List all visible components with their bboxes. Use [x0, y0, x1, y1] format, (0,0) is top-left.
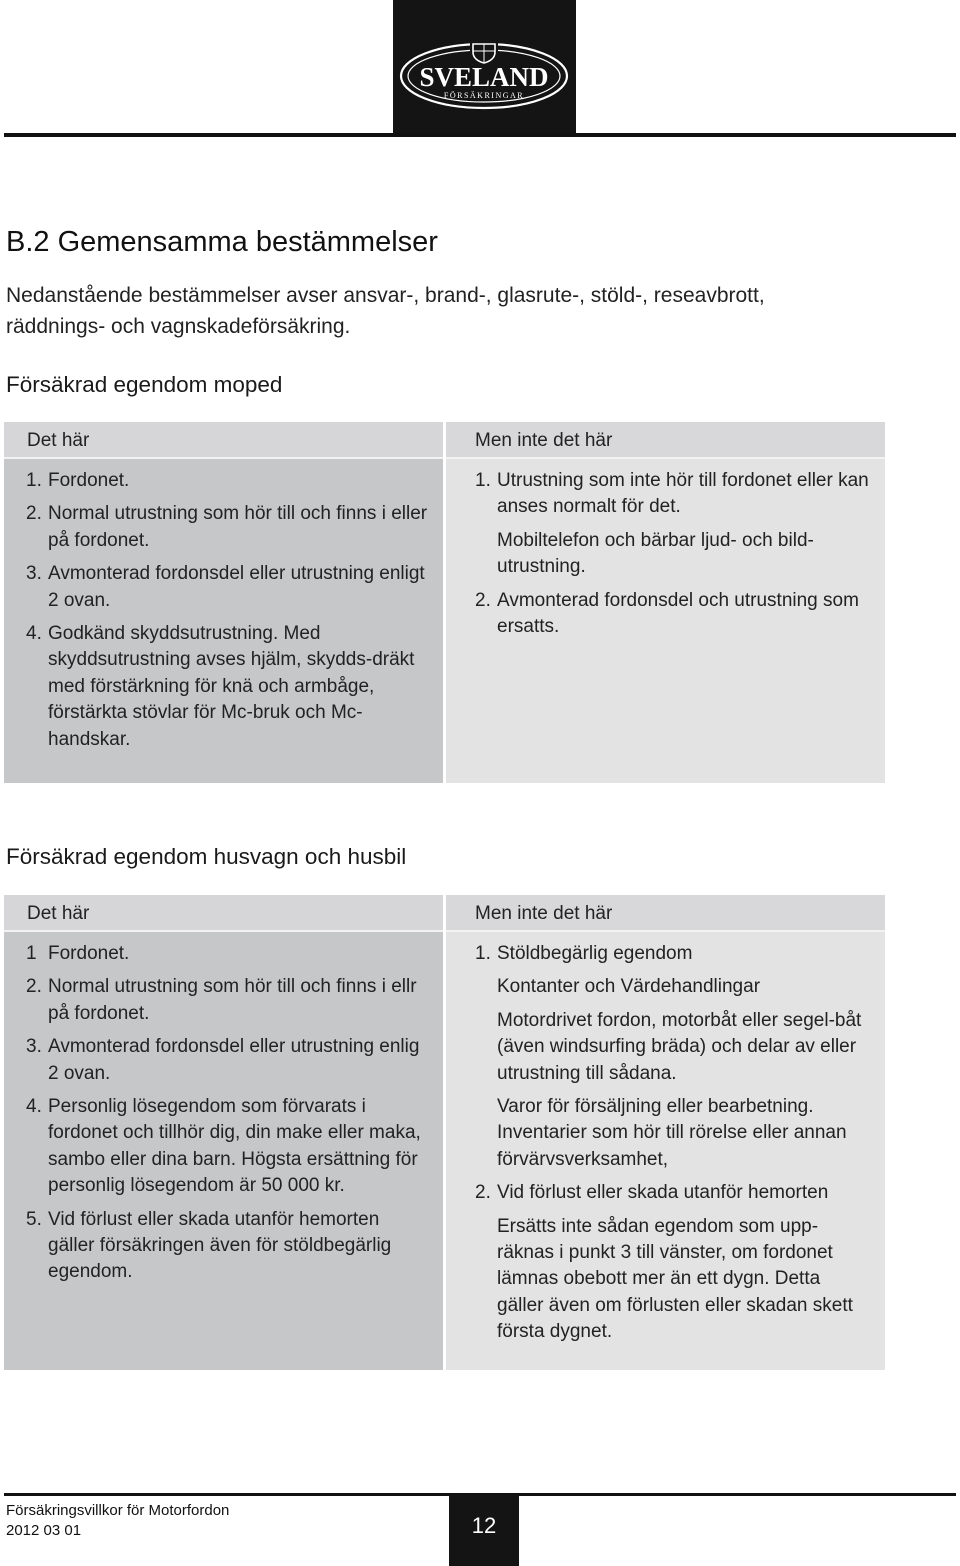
- header-label: Men inte det här: [475, 430, 613, 451]
- table1-left-body: [26, 468, 429, 760]
- list-item: [475, 1180, 871, 1206]
- footer-title: Försäkringsvillkor för Motorfordon: [6, 1502, 230, 1519]
- logo-wordmark: SVELAND: [419, 62, 549, 92]
- page-number-box: [449, 1495, 519, 1566]
- item-number: 1.: [475, 943, 491, 964]
- list-subitem: Kontanter och Värdehandlingar: [497, 976, 761, 998]
- intro-line: räddnings- och vagnskadeförsäkring.: [6, 315, 351, 338]
- table2-right-header: [446, 895, 885, 932]
- header-label: Men inte det här: [475, 903, 613, 924]
- list-item: [26, 501, 429, 554]
- item-text: Godkänd skyddsutrustning. Med skyddsutrustning avses hjälm, skydds-dräkt med förstärkning för knä och armbåge, förstärkta stövlar för Mc-bruk och Mc-handskar.: [48, 623, 415, 750]
- item-number: 1: [26, 943, 37, 964]
- list-item: [26, 621, 429, 753]
- list-item: [26, 974, 429, 1027]
- item-number: 2.: [475, 589, 491, 611]
- list-item: [26, 1094, 429, 1200]
- table2-heading: Försäkrad egendom husvagn och husbil: [6, 844, 407, 869]
- item-number: 3.: [26, 1036, 42, 1058]
- list-item: [26, 941, 429, 967]
- item-text: Normal utrustning som hör till och finns i eller på fordonet.: [48, 503, 428, 551]
- item-number: 1.: [26, 470, 42, 491]
- sveland-logo: [393, 0, 576, 134]
- item-text: Normal utrustning som hör till och finns i ellr på fordonet.: [48, 976, 417, 1024]
- item-text: Personlig lösegendom som förvarats i fordonet och tillhör dig, din make eller maka, sambo eller dina barn. Högsta ersättning för personlig lösegendom är 50 000 kr.: [48, 1096, 421, 1197]
- item-text: Avmonterad fordonsdel eller utrustning enligt 2 ovan.: [48, 563, 425, 611]
- item-text: Stöldbegärlig egendom: [497, 943, 693, 964]
- table1-heading: Försäkrad egendom moped: [6, 372, 283, 397]
- header-label: Det här: [27, 903, 90, 924]
- list-item: [26, 1207, 429, 1286]
- header-divider: [4, 133, 956, 137]
- table1-right-header: [446, 422, 885, 459]
- table2-left-header: [4, 895, 443, 932]
- item-number: 4.: [26, 1096, 42, 1118]
- item-number: 1.: [475, 470, 491, 491]
- item-text: Fordonet.: [48, 943, 130, 964]
- table1-left-column: [4, 422, 443, 783]
- item-number: 2.: [26, 503, 42, 525]
- list-item: [475, 941, 871, 967]
- intro-line: Nedanstående bestämmelser avser ansvar-, brand-, glasrute-, stöld-, reseavbrott,: [6, 284, 765, 307]
- item-number: 3.: [26, 563, 42, 585]
- table1-right-body: [475, 468, 871, 647]
- table1: [4, 422, 885, 783]
- table2: [4, 895, 885, 1370]
- item-text: Avmonterad fordonsdel eller utrustning enlig 2 ovan.: [48, 1036, 420, 1084]
- page-title: B.2 Gemensamma bestämmelser: [6, 226, 438, 258]
- logo-subtitle: FÖRSÄKRINGAR: [443, 91, 525, 100]
- list-item: [26, 561, 429, 614]
- table2-left-body: [26, 941, 429, 1293]
- table1-left-header: [4, 422, 443, 459]
- table1-right-column: [446, 422, 885, 783]
- table2-left-column: [4, 895, 443, 1370]
- list-subitem: Varor för försäljning eller bearbetning. Inventarier som hör till rörelse eller annan förvärvsverksamhet,: [497, 1096, 847, 1170]
- page-number: 12: [471, 1513, 497, 1538]
- list-item: [26, 1034, 429, 1087]
- table2-right-body: [475, 941, 871, 1353]
- footer-date: 2012 03 01: [6, 1522, 82, 1539]
- list-subitem: Motordrivet fordon, motorbåt eller segel-båt (även windsurfing bräda) och delar av eller utrustning till sådana.: [497, 1009, 862, 1084]
- item-text: Vid förlust eller skada utanför hemorten gäller försäkringen även för stöldbegärlig egendom.: [48, 1208, 392, 1283]
- list-item: [475, 588, 871, 641]
- item-text: Avmonterad fordonsdel och utrustning som ersatts.: [497, 589, 859, 638]
- list-item: [475, 468, 871, 521]
- header-label: Det här: [27, 430, 90, 451]
- item-text: Vid förlust eller skada utanför hemorten: [497, 1182, 829, 1204]
- list-subitem: Ersätts inte sådan egendom som upp-räknas i punkt 3 till vänster, om fordonet lämnas obebott mer än ett dygn. Detta gäller även om förlusten eller skadan skett första dygnet.: [497, 1215, 853, 1343]
- list-item: [26, 468, 429, 494]
- intro-paragraph: [6, 280, 906, 342]
- item-number: 2.: [475, 1182, 491, 1204]
- item-text: Utrustning som inte hör till fordonet eller kan anses normalt för det.: [497, 470, 869, 518]
- table2-right-column: [446, 895, 885, 1370]
- item-number: 4.: [26, 623, 42, 645]
- list-subitem: Mobiltelefon och bärbar ljud- och bild-utrustning.: [497, 529, 814, 578]
- item-number: 2.: [26, 976, 42, 998]
- item-text: Fordonet.: [48, 470, 130, 491]
- item-number: 5.: [26, 1208, 42, 1230]
